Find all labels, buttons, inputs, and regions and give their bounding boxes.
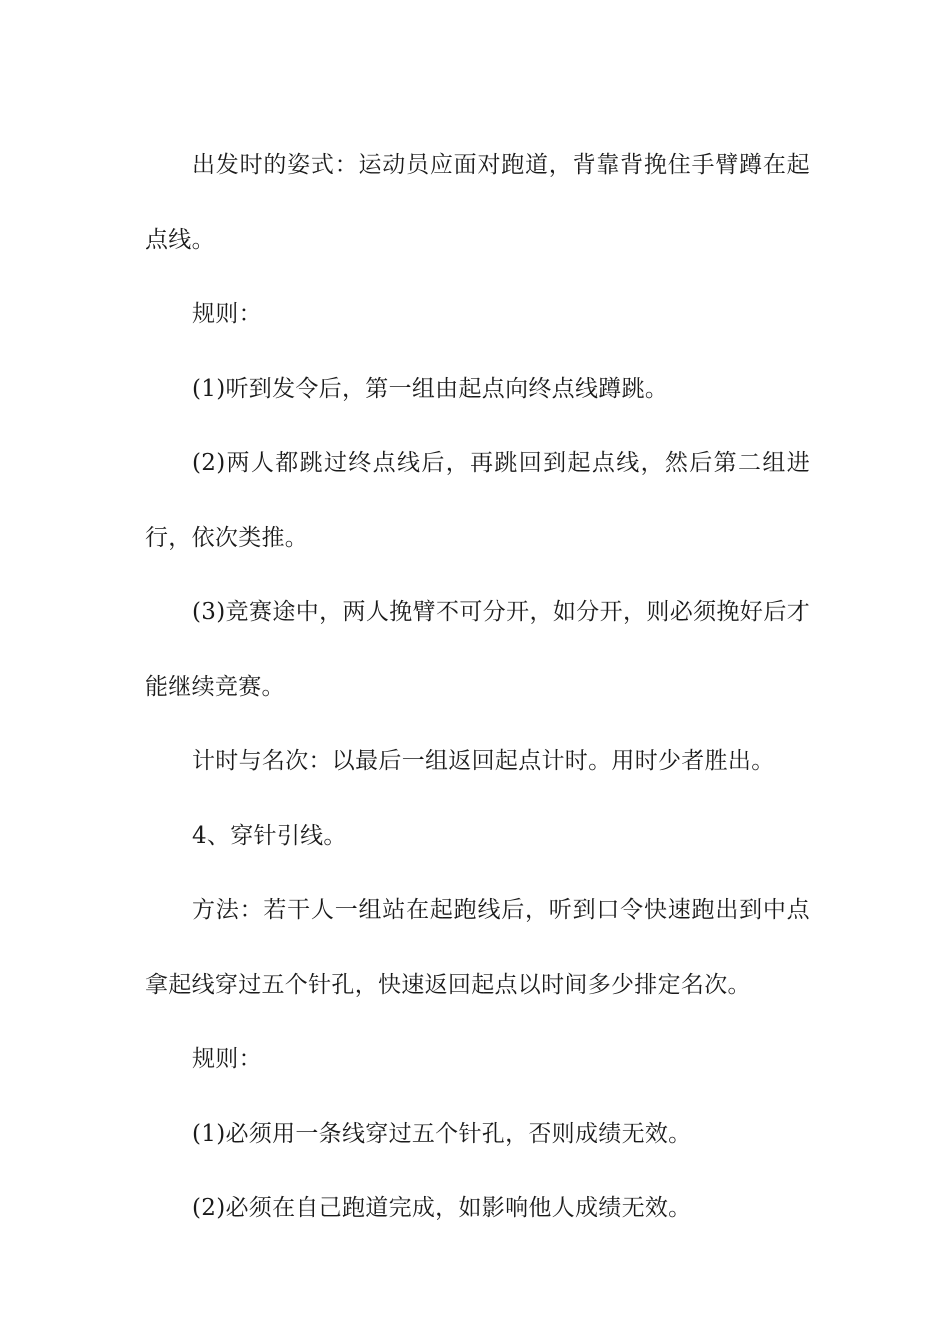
paragraph-rule-3: (3)竞赛途中，两人挽臂不可分开，如分开，则必须挽好后才能继续竞赛。 bbox=[145, 599, 810, 700]
paragraph-method: 方法：若干人一组站在起跑线后，听到口令快速跑出到中点拿起线穿过五个针孔，快速返回起点以时间多少排定名次。 bbox=[145, 897, 810, 998]
paragraph-timing-ranking: 计时与名次：以最后一组返回起点计时。用时少者胜出。 bbox=[192, 748, 775, 774]
paragraph-section-4-title: 4、穿针引线。 bbox=[192, 822, 347, 849]
document-body bbox=[145, 128, 810, 1246]
paragraph-start-posture: 出发时的姿式：运动员应面对跑道，背靠背挽住手臂蹲在起点线。 bbox=[145, 152, 810, 253]
paragraph-rule-2-second: (2)必须在自己跑道完成，如影响他人成绩无效。 bbox=[192, 1195, 692, 1221]
paragraph-rules-heading-2: 规则： bbox=[192, 1046, 262, 1072]
paragraph-rule-1-second: (1)必须用一条线穿过五个针孔，否则成绩无效。 bbox=[192, 1120, 692, 1147]
paragraph-rule-2: (2)两人都跳过终点线后，再跳回到起点线，然后第二组进行，依次类推。 bbox=[145, 450, 810, 551]
paragraph-rules-heading: 规则： bbox=[192, 301, 262, 327]
paragraph-rule-1: (1)听到发令后，第一组由起点向终点线蹲跳。 bbox=[192, 375, 669, 402]
